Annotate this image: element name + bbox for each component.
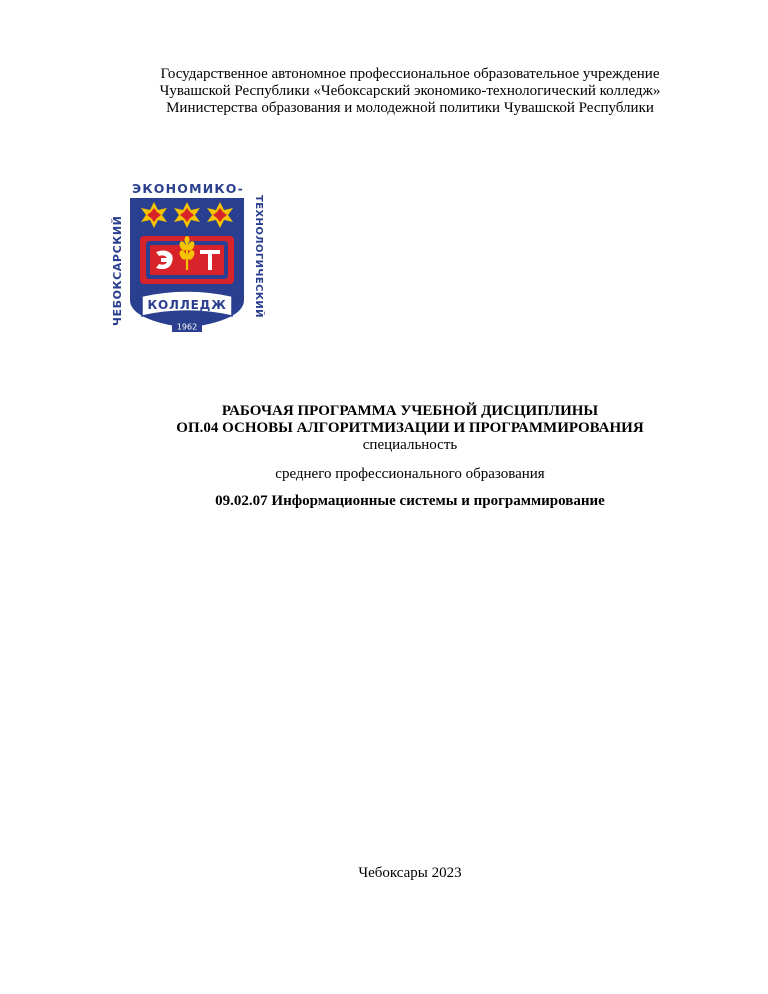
logo-year: 1962 bbox=[176, 322, 198, 332]
logo-right-text: ТЕХНОЛОГИЧЕСКИЙ bbox=[253, 195, 264, 318]
document-type-title: РАБОЧАЯ ПРОГРАММА УЧЕБНОЙ ДИСЦИПЛИНЫ bbox=[221, 403, 599, 419]
title-block bbox=[60, 403, 760, 510]
logo-left-text: ЧЕБОКСАРСКИЙ bbox=[111, 215, 124, 326]
logo-top-text: ЭКОНОМИКО- bbox=[131, 181, 245, 196]
specialty-name: 09.02.07 Информационные системы и программирование bbox=[215, 493, 605, 509]
specialty-label: специальность bbox=[362, 437, 458, 453]
logo-monogram bbox=[140, 236, 234, 284]
header-line-1: Государственное автономное профессиональное образовательное учреждение bbox=[160, 66, 660, 82]
header-line-3: Министерства образования и молодежной политики Чувашской Республики bbox=[166, 100, 654, 116]
discipline-title: ОП.04 ОСНОВЫ АЛГОРИТМИЗАЦИИ И ПРОГРАММИРОВАНИЯ bbox=[176, 420, 644, 436]
education-level: среднего профессионального образования bbox=[275, 466, 545, 482]
city-year: Чебоксары 2023 bbox=[358, 865, 462, 881]
header-line-2: Чувашской Республики «Чебоксарский экономико-технологический колледж» bbox=[159, 83, 661, 99]
institution-header bbox=[60, 66, 760, 117]
logo-ribbon-text: КОЛЛЕДЖ bbox=[147, 298, 227, 312]
college-logo bbox=[104, 178, 272, 338]
